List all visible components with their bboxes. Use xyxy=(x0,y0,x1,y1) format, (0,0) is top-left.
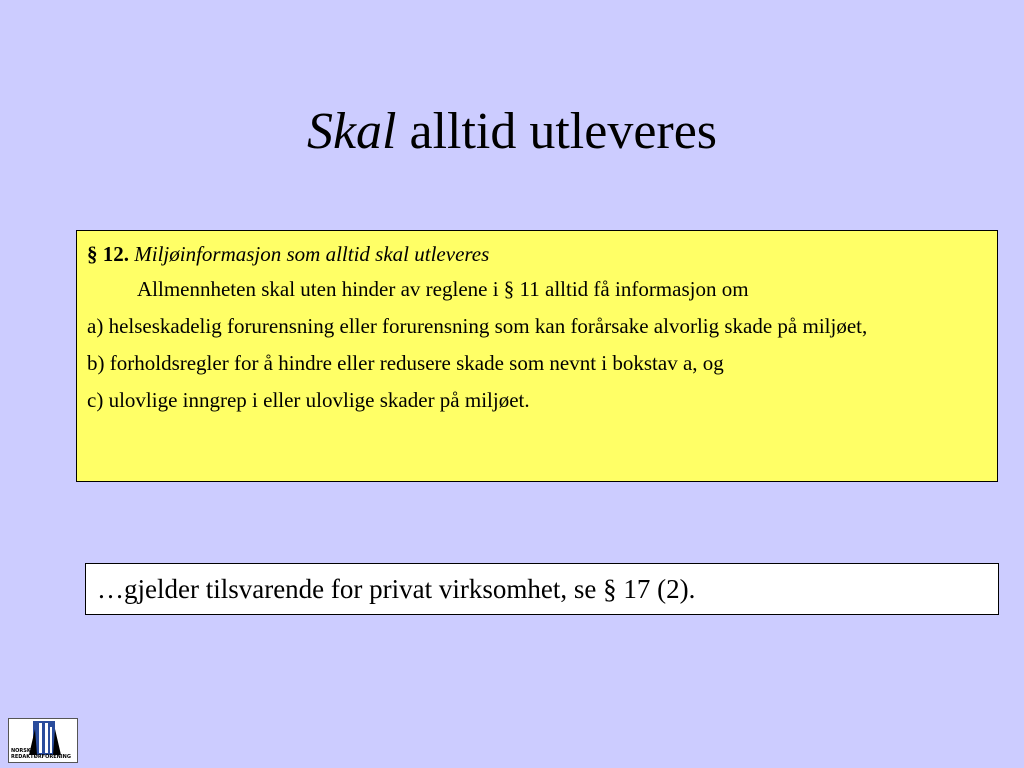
logo-text xyxy=(11,748,71,760)
logo-text-line1: NORSK xyxy=(11,748,31,754)
slide-title-rest: alltid utleveres xyxy=(396,103,718,160)
note-text: …gjelder tilsvarende for privat virksomhet, se § 17 (2). xyxy=(97,574,696,604)
law-item-c: c) ulovlige inngrep i eller ulovlige skader på miljøet. xyxy=(87,388,530,412)
logo-text-line2: REDAKTØRFORENING xyxy=(11,754,71,760)
organization-logo xyxy=(8,718,78,763)
law-text-box xyxy=(76,230,998,482)
law-item-b: b) forholdsregler for å hindre eller redusere skade som nevnt i bokstav a, og xyxy=(87,351,724,375)
slide-title-italic: Skal xyxy=(306,103,397,160)
slide-title xyxy=(0,100,1024,164)
law-section-number: § 12. xyxy=(87,242,129,266)
law-heading xyxy=(87,240,987,269)
law-item-a: a) helseskadelig forurensning eller forurensning som kan forårsake alvorlig skade på miljøet, xyxy=(87,314,868,338)
note-box xyxy=(85,563,999,615)
law-intro: Allmennheten skal uten hinder av reglene i § 11 alltid få informasjon om xyxy=(137,277,749,301)
law-section-heading: Miljøinformasjon som alltid skal utleveres xyxy=(134,242,490,266)
